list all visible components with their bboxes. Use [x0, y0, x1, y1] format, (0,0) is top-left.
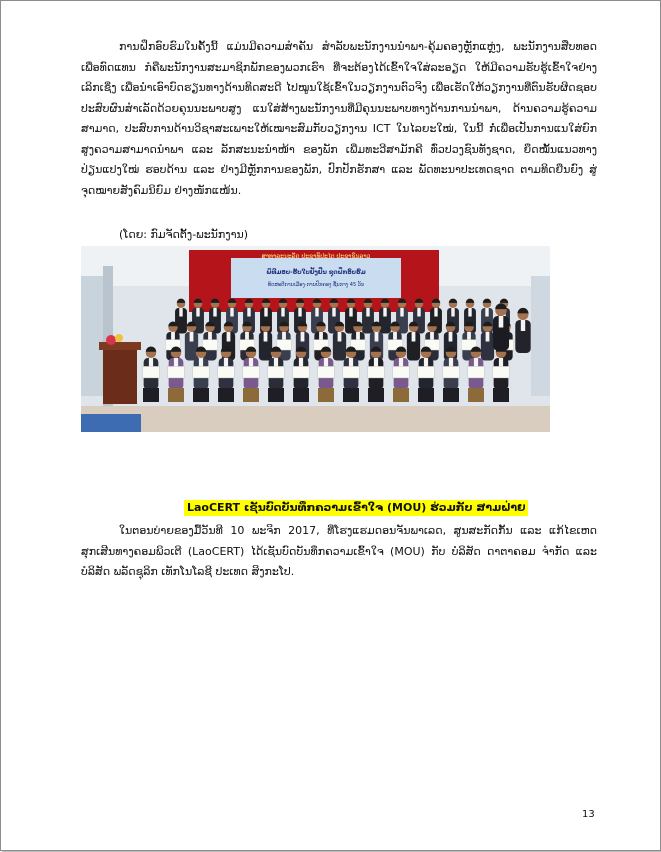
- section-heading: LaoCERT ເຊັນບົດບັນທຶກຄວາມເຂົ້າໃຈ (MOU) ຮ່ວມກັບ ສາມຝ່າຍ: [184, 500, 528, 516]
- body-paragraph-2: ໃນຕອນບ່າຍຂອງມື້ວັນທີ 10 ພະຈິກ 2017, ທີ່ໂຮງແຮມດອນຈັນພາເລດ, ສູນສະກັດກັ້ນ ແລະ ແກ້ໄຂເຫດສຸກເສີນທາງຄອມພິວເຕີ (LaoCERT) ໄດ້ເຊັນບົດບັນທຶກຄວາມເຂົ້າໃຈ (MOU) ກັບ ບໍລິສັດ ດາຕາຄອມ ຈໍາກັດ ແລະ ບໍລິສັດ ພລັດຊຸລິກ ເທັກໂນໂລຊີ ປະເທດ ສິງກະໂປ.: [81, 524, 597, 578]
- group-photo: [81, 246, 550, 432]
- page-number: 13: [582, 809, 595, 820]
- banner-line-2: ພິທີມອບ-ຮັບໃບຢັ້ງຢືນ ຊຸດຝຶກອົບຮົມ: [266, 269, 366, 276]
- photo-credit: (ໂດຍ: ກົມຈັດຕັ້ງ-ພະນັກງານ): [119, 228, 249, 241]
- banner-line-1: ສາທາລະນະລັດ ປະຊາທິປະໄຕ ປະຊາຊົນລາວ: [261, 253, 371, 260]
- banner-line-3: ທິດສະດີການເມືອງ-ການປົກຄອງ ຊັ້ນກາງ 45 ວັນ: [267, 282, 365, 288]
- body-paragraph-1: ການຝຶກອົບຮົມໃນຄັ້ງນີ້ ແມ່ນມີຄວາມສໍາຄັນ ສໍາລັບພະນັກງານນໍາພາ-ຄຸ້ມຄອງຫຼັກແຫຼ່ງ, ພະນັກງານສືບທອດ ເພື່ອທົດແທນ ກໍຄືພະນັກງານສະມາຊິກພັກຂອງພວກເຮົາ ທີ່ຈະຕ້ອງໄດ້ເຂົ້າໃຈໃສ່ລະອຽດ ໃຫ້ມີຄວາມຮັບຮູ້ເຂົ້າໃຈຢ່າງເລິກເຊິ່ງ ເພື່ອນໍາເອົາບົດຮຽນທາງດ້ານທິດສະດີ ໄປໝູນໃຊ້ເຂົ້າໃນວຽກງານຕົວຈິງ ເພື່ອເຮັດໃຫ້ວຽກງານທີ່ຕົນຮັບຜິດຊອບ ປະສົບຜົນສໍາເລັດດ້ວຍຄຸນນະພາບສູງ ແນໃສ່ສ້າງພະນັກງານທີ່ມີຄຸນນະພາບທາງດ້ານການນໍາພາ, ດ້ານຄວາມຮູ້ຄວາມສາມາດ, ປະສົບການດ້ານວິຊາສະເພາະໃຫ້ເໝາະສົມກັບວຽກງານ ICT ໃນໄລຍະໃໝ່, ໃນນີ້ ກໍ່ເພື່ອເປັນການແນໃສ່ຍົກສູງຄວາມສາມາດນໍາພາ ແລະ ລັກສະນະນໍາໜ້າ ຂອງພັກ ເພີ່ມທະວີສາມັກຄີ ທົ່ວປວງຊົນທັງຊາດ, ຍຶດໝັ້ນແນວທາງປ່ຽນແປງໃໝ່ ຮອບດ້ານ ແລະ ຢ່າງມີຫຼັກການຂອງພັກ, ປົກປັກຮັກສາ ແລະ ພັດທະນາປະເທດຊາດ ຕາມທິດຍືນຍົງ ສູ່ຈຸດໝາຍສັງຄົມນິຍົມ ຢ່າງໜັກແໜ້ນ.: [81, 40, 597, 197]
